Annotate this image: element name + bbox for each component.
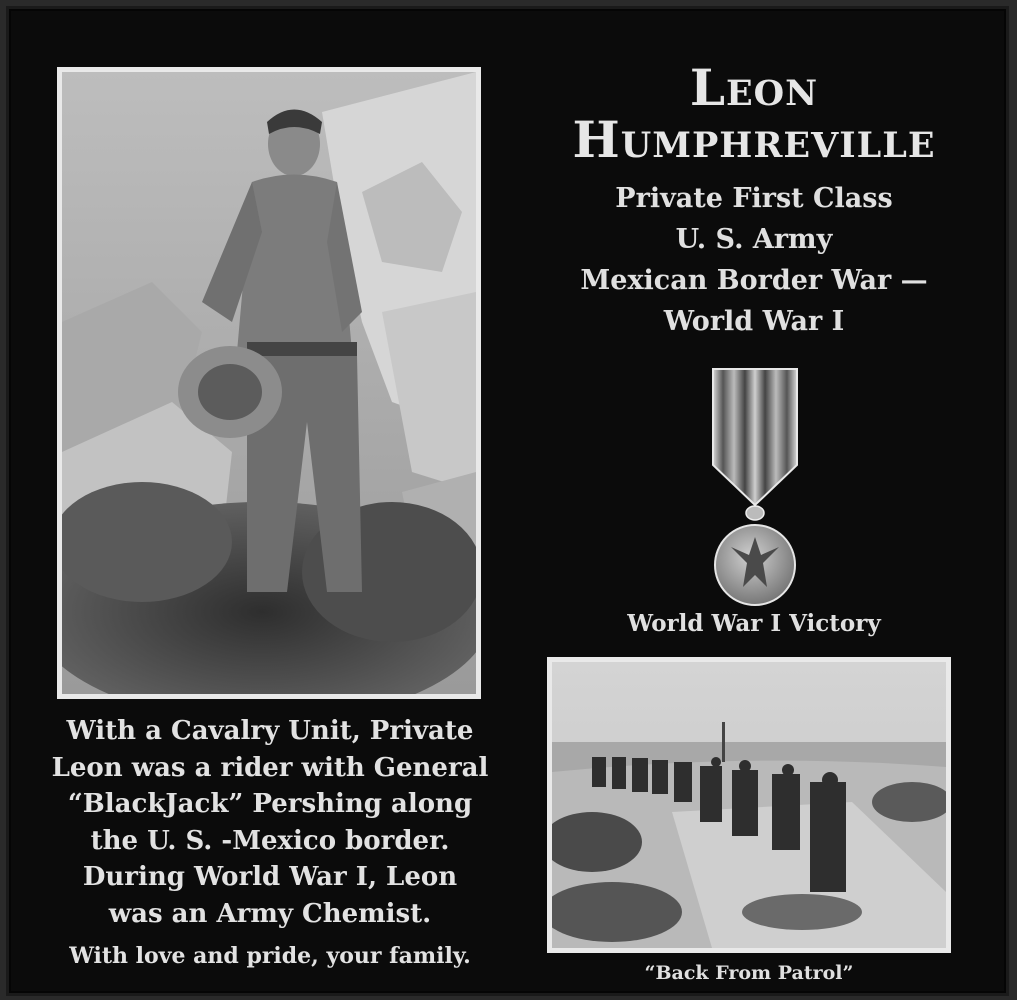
honoree-name-last: Humphreville xyxy=(572,110,936,169)
honoree-name-first: Leon xyxy=(689,58,819,117)
story-text xyxy=(45,713,495,932)
medal-caption: World War I Victory xyxy=(627,610,881,637)
patrol-image xyxy=(552,662,946,948)
patrol-photo xyxy=(547,657,951,953)
victory-medal-icon xyxy=(705,365,805,611)
story-line: During World War I, Leon xyxy=(82,862,458,892)
story-line: Leon was a rider with General xyxy=(51,752,489,783)
branch-text: U. S. Army xyxy=(675,224,833,255)
portrait-photo xyxy=(57,67,481,699)
rank-text: Private First Class xyxy=(615,183,893,214)
portrait-image xyxy=(62,72,476,694)
patrol-caption: “Back From Patrol” xyxy=(644,962,854,984)
story-line: “BlackJack” Pershing along xyxy=(67,789,473,819)
story-line: With a Cavalry Unit, Private xyxy=(66,716,474,746)
story-line: was an Army Chemist. xyxy=(108,898,432,929)
story-line: the U. S. -Mexico border. xyxy=(90,825,450,856)
memorial-plaque xyxy=(6,6,1009,996)
service-text-1: Mexican Border War — xyxy=(580,265,928,296)
family-signature: With love and pride, your family. xyxy=(69,943,471,969)
service-text-2: World War I xyxy=(663,306,845,337)
